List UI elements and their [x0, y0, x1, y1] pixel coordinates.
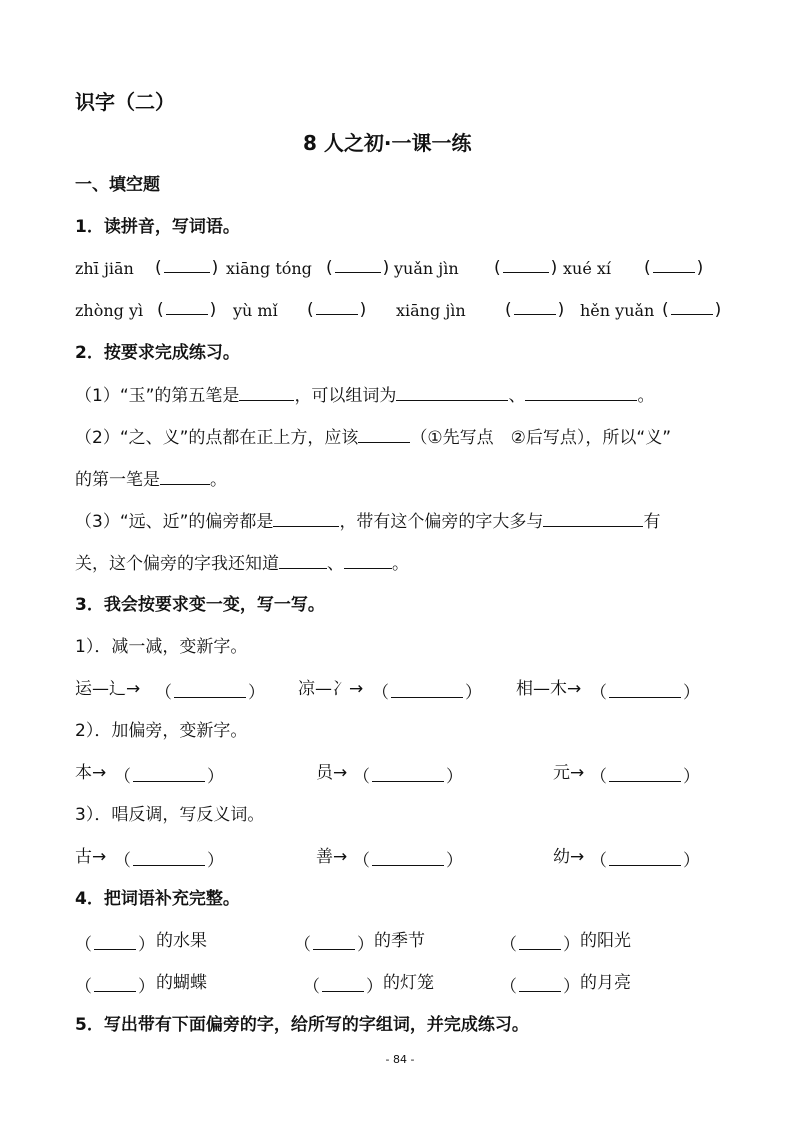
- q2-part-3-cont: [75, 552, 409, 575]
- phrase-suffix: 的阳光: [580, 931, 631, 951]
- pinyin: hěn yuǎn: [580, 301, 655, 320]
- answer-blank[interactable]: （ ）: [75, 935, 155, 955]
- answer-blank[interactable]: [239, 384, 294, 401]
- answer-blank[interactable]: ( ): [494, 258, 558, 278]
- text: ，带有这个偏旁的字大多与: [339, 512, 544, 532]
- answer-blank[interactable]: （ ）: [353, 767, 463, 787]
- phrase-suffix: 的蝴蝶: [156, 973, 207, 993]
- antonym-prompt: 善→: [316, 847, 348, 867]
- q3-sub-3: 3）．唱反调，写反义词。: [75, 805, 265, 825]
- answer-blank[interactable]: [344, 552, 392, 569]
- pinyin: yù mǐ: [233, 301, 278, 320]
- answer-blank[interactable]: [160, 468, 210, 485]
- transform-prompt: 元→: [553, 763, 585, 783]
- transform-prompt: 凉—冫→: [298, 679, 364, 699]
- question-1-title: 1．读拼音，写词语。: [75, 217, 240, 237]
- answer-blank[interactable]: （ ）: [372, 683, 482, 703]
- pinyin: xué xí: [563, 259, 612, 278]
- transform-prompt: 本→: [75, 763, 107, 783]
- answer-blank[interactable]: （ ）: [114, 767, 224, 787]
- text: （①先写点 ②后写点），所以“义”: [410, 428, 672, 448]
- text: （3）“远、近”的偏旁都是: [75, 512, 274, 532]
- pinyin: yuǎn jìn: [394, 259, 459, 278]
- question-4-title: 4．把词语补充完整。: [75, 889, 240, 909]
- answer-blank[interactable]: （ ）: [590, 683, 700, 703]
- phrase-suffix: 的灯笼: [383, 973, 434, 993]
- text: 、: [508, 386, 526, 406]
- answer-blank[interactable]: ( ): [505, 300, 565, 320]
- text: 、: [327, 554, 344, 574]
- pinyin: zhī jiān: [75, 259, 134, 278]
- unit-title: 识字（二）: [75, 90, 175, 114]
- text: （2）“之、义”的点都在正上方，应该: [75, 428, 359, 448]
- answer-blank[interactable]: ( ): [155, 258, 219, 278]
- phrase-suffix: 的水果: [156, 931, 207, 951]
- question-5-title: 5．写出带有下面偏旁的字，给所写的字组词，并完成练习。: [75, 1015, 529, 1035]
- answer-blank[interactable]: （ ）: [500, 977, 580, 997]
- page-number: - 84 -: [385, 1053, 415, 1066]
- lesson-title: 8 人之初·一课一练: [303, 131, 472, 155]
- q2-part-1: [75, 384, 654, 407]
- answer-blank[interactable]: ( ): [307, 300, 367, 320]
- q2-part-3: [75, 510, 660, 533]
- answer-blank[interactable]: （ ）: [353, 851, 463, 871]
- answer-blank[interactable]: [396, 384, 508, 401]
- text: （1）“玉”的第五笔是: [75, 386, 240, 406]
- answer-blank[interactable]: [543, 510, 643, 527]
- transform-prompt: 员→: [316, 763, 348, 783]
- text: 有: [643, 512, 661, 532]
- antonym-prompt: 古→: [75, 847, 107, 867]
- answer-blank[interactable]: [279, 552, 327, 569]
- q2-part-2-cont: [75, 468, 227, 491]
- answer-blank[interactable]: （ ）: [114, 851, 224, 871]
- answer-blank[interactable]: [525, 384, 637, 401]
- answer-blank[interactable]: （ ）: [500, 935, 580, 955]
- q2-part-2: [75, 426, 671, 449]
- answer-blank[interactable]: （ ）: [303, 977, 383, 997]
- question-2-title: 2．按要求完成练习。: [75, 343, 240, 363]
- answer-blank[interactable]: （ ）: [155, 683, 265, 703]
- pinyin: xiāng jìn: [396, 301, 466, 320]
- answer-blank[interactable]: ( ): [644, 258, 704, 278]
- q3-sub-1: 1）．减一减，变新字。: [75, 637, 248, 657]
- answer-blank[interactable]: ( ): [662, 300, 722, 320]
- answer-blank[interactable]: [358, 426, 410, 443]
- text: 关，这个偏旁的字我还知道: [75, 554, 279, 574]
- phrase-suffix: 的月亮: [580, 973, 631, 993]
- antonym-prompt: 幼→: [553, 847, 585, 867]
- text: ，可以组词为: [294, 386, 397, 406]
- transform-prompt: 相—木→: [516, 679, 582, 699]
- answer-blank[interactable]: （ ）: [590, 851, 700, 871]
- answer-blank[interactable]: ( ): [326, 258, 390, 278]
- text: 的第一笔是: [75, 470, 160, 490]
- text: 。: [637, 386, 655, 406]
- question-3-title: 3．我会按要求变一变，写一写。: [75, 595, 325, 615]
- phrase-suffix: 的季节: [374, 931, 425, 951]
- q3-sub-2: 2）．加偏旁，变新字。: [75, 721, 248, 741]
- answer-blank[interactable]: （ ）: [590, 767, 700, 787]
- text: 。: [210, 470, 227, 490]
- pinyin: xiāng tóng: [226, 259, 312, 278]
- answer-blank[interactable]: （ ）: [75, 977, 155, 997]
- answer-blank[interactable]: ( ): [157, 300, 217, 320]
- pinyin: zhòng yì: [75, 301, 144, 320]
- section-heading: 一、填空题: [75, 175, 160, 195]
- text: 。: [392, 554, 409, 574]
- answer-blank[interactable]: [273, 510, 339, 527]
- transform-prompt: 运—辶→: [75, 679, 141, 699]
- answer-blank[interactable]: （ ）: [294, 935, 374, 955]
